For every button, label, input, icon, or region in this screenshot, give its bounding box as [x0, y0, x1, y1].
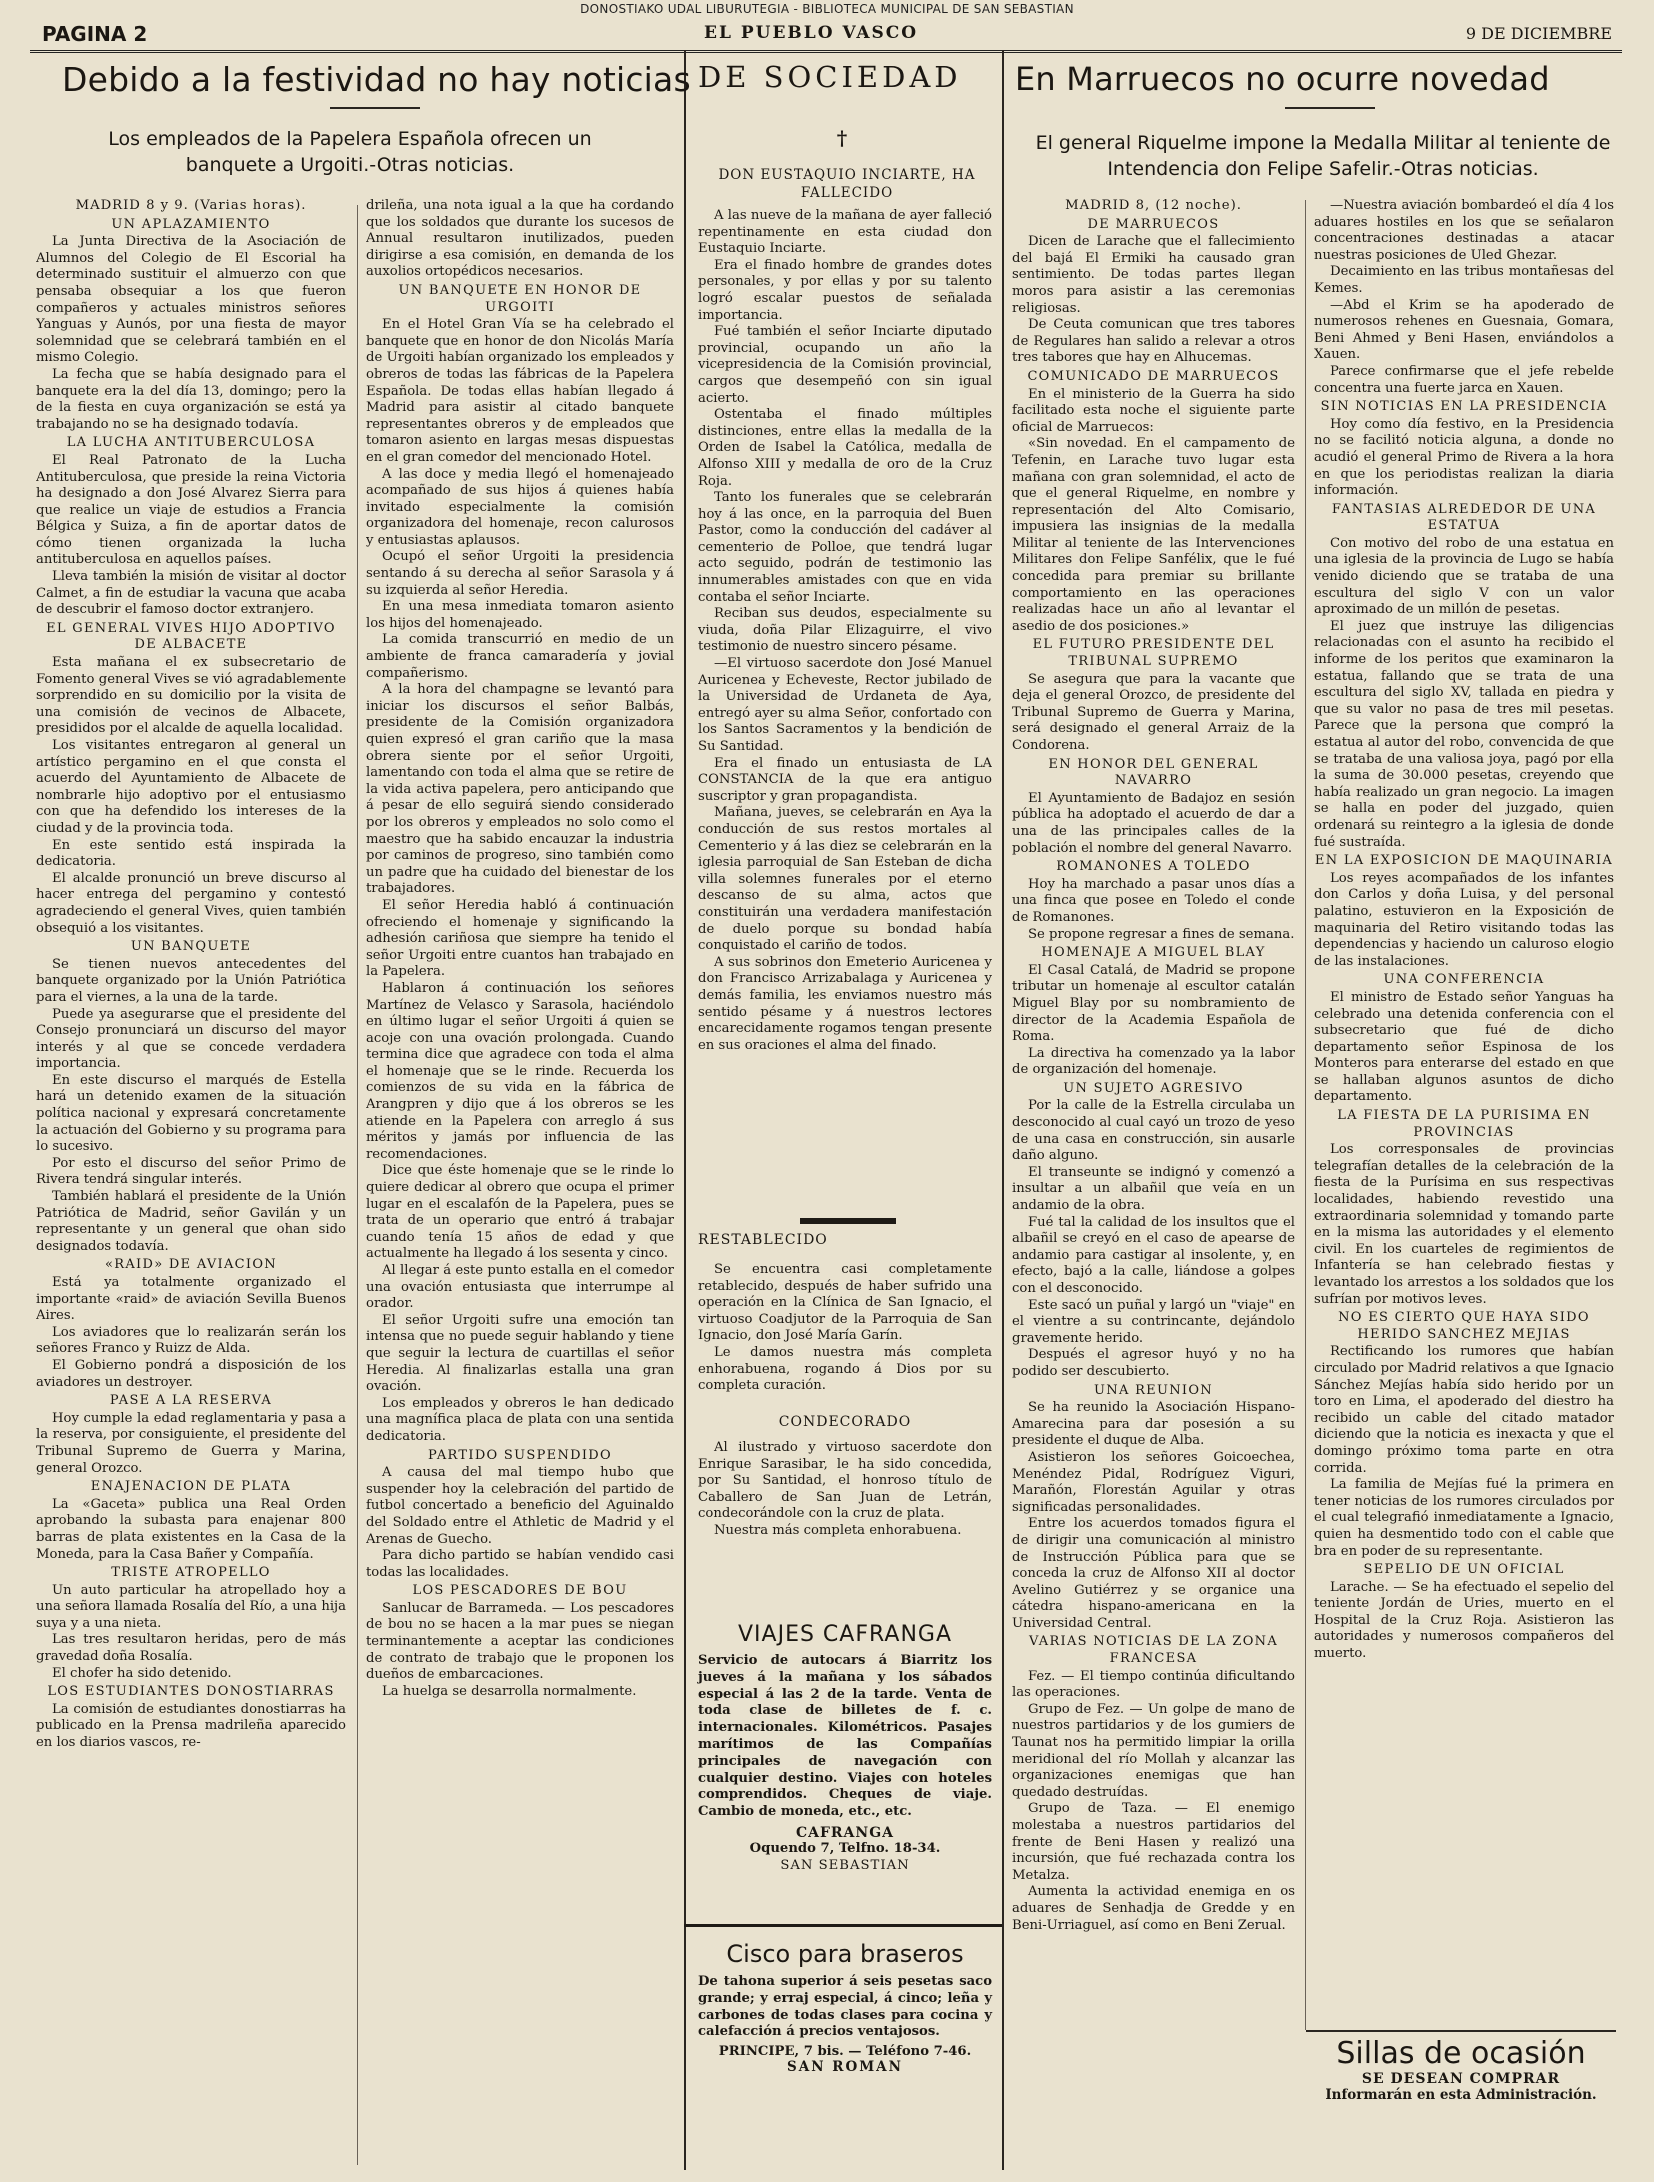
paragraph: Se ha reunido la Asociación Hispano-Amarecina para dar posesión a su presidente el duque de Alba. — [1012, 1400, 1295, 1449]
subheading: VARIAS NOTICIAS DE LA ZONA FRANCESA — [1028, 1634, 1279, 1667]
subheading: «RAID» DE AVIACION — [105, 1257, 277, 1273]
paragraph: La comisión de estudiantes donostiarras ha publicado en la Prensa madrileña aparecido en los diarios vascos, re- — [36, 1701, 346, 1751]
subheading: SIN NOTICIAS EN LA PRESIDENCIA — [1320, 399, 1608, 415]
left-headline: Debido a la festividad no hay noticias — [62, 60, 691, 99]
paragraph: Tanto los funerales que se celebrarán hoy á las once, en la parroquia del Buen Pastor, como la conducción del cadáver al cementerio de Polloe, que tendrá lugar acto seguido, podrán de testimonio las innumerables amistades con que en vida contaba el señor Inciarte. — [698, 490, 992, 605]
paragraph: Está ya totalmente organizado el importante «raid» de aviación Sevilla Buenos Aires. — [36, 1275, 346, 1324]
paragraph: Al ilustrado y virtuoso sacerdote don Enrique Sarasibar, le ha sido concedida, por Su Santidad, el honroso título de Caballero de San Juan de Letrán, condecorándole con la cruz de plata. — [698, 1440, 992, 1522]
subheading: LOS PESCADORES DE BOU — [412, 1583, 628, 1599]
subheading: COMUNICADO DE MARRUECOS — [1027, 368, 1280, 384]
subheading: UN APLAZAMIENTO — [111, 216, 271, 232]
paragraph: Dice que éste homenaje que se le rinde lo quiere dedicar al obrero que ocupa el primer lugar en el escalafón de la Papelera, pues se trata de un operario que entró á trabajar cuando tenía 15 años de edad y que actualmente ha llegado á los sesenta y cinco. — [366, 1163, 674, 1262]
paragraph: Era el finado hombre de grandes dotes personales, y por ellas y por su talento logró escalar puestos de señalada importancia. — [698, 257, 992, 323]
right-column-2 — [1314, 198, 1614, 2028]
paragraph: A las nueve de la mañana de ayer falleció repentinamente en esta ciudad don Eustaquio Inciarte. — [698, 208, 992, 257]
paragraph: Por la calle de la Estrella circulaba un desconocido al cual cayó un trozo de yeso de una casa en construcción, sin ausarle daño alguno. — [1012, 1098, 1295, 1164]
paragraph: Entre los acuerdos tomados figura el de dirigir una comunicación al ministro de Instrucción Pública para que se conceda la cruz de Alfonso XII al doctor Avelino Gutiérrez y se organice una cátedra hispano-americana en la Universidad Central. — [1012, 1516, 1295, 1631]
section-divider-right — [1002, 50, 1004, 2170]
paragraph: —Abd el Krim se ha apoderado de numerosos rehenes en Guesnaia, Gomara, Beni Ahmed y Beni Hasen, enviándolos a Xauen. — [1314, 297, 1614, 363]
paragraph: Se tienen nuevos antecedentes del banquete organizado por la Unión Patriótica para el viernes, a la una de la tarde. — [36, 956, 346, 1005]
ad-sillas-line2: Informarán en esta Administración. — [1325, 2087, 1597, 2103]
paragraph: Ostentaba el finado múltiples distinciones, entre ellas la medalla de la Orden de Isabel la Católica, medalla de Alfonso XIII y medalla de oro de la Cruz Roja. — [698, 407, 992, 489]
paragraph: Al llegar á este punto estalla en el comedor una ovación entusiasta que interrumpe al orador. — [366, 1263, 674, 1312]
paragraph: La comida transcurrió en medio de un ambiente de franca camaradería y jovial compañerismo. — [366, 632, 674, 681]
ad-viajes-title: VIAJES CAFRANGA — [738, 1622, 952, 1647]
ad-sillas-ocasion — [1306, 2030, 1616, 2103]
ad-separator — [684, 1924, 1002, 1927]
subheading: DE MARRUECOS — [1087, 216, 1220, 232]
subheading: EN LA EXPOSICION DE MAQUINARIA — [1314, 853, 1614, 869]
paragraph: En una mesa inmediata tomaron asiento los hijos del homenajeado. — [366, 599, 674, 631]
paragraph: El transeunte se indignó y comenzó a insultar a un albañil que veía en un andamio de la obra. — [1012, 1164, 1295, 1214]
subheading: EL GENERAL VIVES HIJO ADOPTIVO DE ALBACETE — [46, 620, 336, 653]
paragraph: A las doce y media llegó el homenajeado acompañado de sus hijos á quienes había invitado especialmente la comisión organizadora del homenaje, recon calurosos y entusiastas aplausos. — [366, 466, 674, 548]
paragraph: Grupo de Taza. — El enemigo molestaba a nuestros partidarios del frente de Beni Hasen y realizó una incursión, que fué rechazada contra los Metalza. — [1012, 1801, 1295, 1883]
subheading: NO ES CIERTO QUE HAYA SIDO HERIDO SANCHEZ MEJIAS — [1338, 1310, 1590, 1342]
ad-cisco-braseros — [698, 1940, 992, 2075]
condecorado-title: CONDECORADO — [778, 1414, 912, 1430]
paragraph: Los reyes acompañados de los infantes don Carlos y doña Luisa, y del personal palatino, estuvieron en la Exposición de maquinaria del Retiro visitando todas las dependencias y haciendo un caluroso elogio de las instalaciones. — [1314, 870, 1614, 969]
paragraph: Las tres resultaron heridas, pero de más gravedad doña Rosalía. — [36, 1632, 346, 1665]
paragraph: Después el agresor huyó y no ha podido ser descubierto. — [1012, 1347, 1295, 1379]
paragraph: La familia de Mejías fué la primera en tener noticias de los rumores circulados por el cual telegrafió inmediatamente a Ignacio, quien ha desmentido todo con el cable que bra en poder de su representante. — [1314, 1477, 1614, 1559]
subheading: PARTIDO SUSPENDIDO — [428, 1447, 612, 1463]
subheading: TRISTE ATROPELLO — [111, 1565, 271, 1581]
subheading: UN BANQUETE EN HONOR DE URGOITI — [398, 282, 642, 315]
subheading: ROMANONES A TOLEDO — [1056, 859, 1251, 875]
paragraph: La «Gaceta» publica una Real Orden aprobando la subasta para enajenar 800 barras de plata existentes en la Casa de la Moneda, para la Casa Bañer y Compañía. — [36, 1496, 346, 1562]
right-headline: En Marruecos no ocurre novedad — [1015, 60, 1550, 98]
paragraph: El Real Patronato de la Lucha Antituberculosa, que preside la reina Victoria ha designado a don José Alvarez Sierra para que realice un viaje de estudios a Francia Bélgica y Suiza, a fin de aportar datos de cómo tienen organizada la lucha antituberculosa en aquellos países. — [36, 452, 346, 568]
paragraph: Hoy ha marchado a pasar unos días a una finca que posee en Toledo el conde de Romanones. — [1012, 876, 1295, 925]
paragraph: Se encuentra casi completamente retablecido, después de haber sufrido una operación en la Clínica de San Ignacio, el virtuoso Coadjutor de la Parroquia de San Ignacio, don José María Garín. — [698, 1262, 992, 1344]
paragraph: El Gobierno pondrá a disposición de los aviadores un destroyer. — [36, 1357, 346, 1390]
paragraph: Puede ya asegurarse que el presidente del Consejo pronunciará un discurso del mayor interés y al que se concede verdadera importancia. — [36, 1006, 346, 1072]
paragraph: La huelga se desarrolla normalmente. — [382, 1683, 637, 1699]
subheading: PASE A LA RESERVA — [109, 1393, 273, 1409]
subheading: EL FUTURO PRESIDENTE DEL TRIBUNAL SUPREMO — [1032, 637, 1275, 670]
subheading: LA FIESTA DE LA PURISIMA EN PROVINCIAS — [1337, 1108, 1591, 1140]
paragraph: La fecha que se había designado para el banquete era la del día 13, domingo; pero la de la fiesta en cuya organización se está ya trabajando no se ha designado todavía. — [36, 366, 346, 432]
paragraph: A la hora del champagne se levantó para iniciar los discursos el señor Balbás, presidente de la Comisión organizadora quien expresó el gran cariño que la masa obrera siente por el señor Urgoiti, lamentando con toda el alma que se retire de la vida activa papelera, pero anticipando que á pesar de ello seguirá siendo considerado por los obreros y empleados no solo como el maestro que ha sabido encauzar la industria por caminos de progreso, sino también como un padre que ha cuidado del bienestar de los trabajadores. — [366, 682, 674, 897]
restablecido-text — [698, 1262, 992, 1408]
page-number: PAGINA 2 — [42, 22, 148, 46]
subheading: UNA CONFERENCIA — [1383, 972, 1545, 988]
obituary-text — [698, 208, 992, 1218]
ad-viajes-firm: CAFRANGA — [795, 1824, 895, 1841]
subheading: LA LUCHA ANTITUBERCULOSA — [66, 435, 316, 451]
archive-header: DONOSTIAKO UDAL LIBURUTEGIA - BIBLIOTECA MUNICIPAL DE SAN SEBASTIAN — [580, 2, 1074, 16]
ad-cisco-address: PRINCIPE, 7 bis. — Teléfono 7-46. — [718, 2044, 972, 2060]
paragraph: En este sentido está inspirada la dedicatoria. — [36, 837, 346, 870]
paragraph: Nuestra más completa enhorabuena. — [714, 1522, 962, 1538]
paragraph: Lleva también la misión de visitar al doctor Calmet, a fin de estudiar la vacuna que acaba de descubrir el famoso doctor extranjero. — [36, 569, 346, 618]
ad-cisco-body: De tahona superior á seis pesetas saco grande; y erraj especial, á cinco; leña y carbones de todas clases para cocina y calefacción á precios ventajosos. — [698, 1974, 992, 2040]
paragraph: A causa del mal tiempo hubo que suspender hoy la celebración del partido de futbol concertado a beneficio del Aguinaldo del Soldado entre el Athletic de Madrid y el Arenas de Guecho. — [366, 1465, 674, 1547]
headline-ornament — [330, 104, 420, 112]
subheading: UN SUJETO AGRESIVO — [1063, 1080, 1244, 1096]
paragraph: Fué también el señor Inciarte diputado provincial, ocupando un año la vicepresidencia de la Comisión provincial, cargos que desempeñó con sin igual acierto. — [698, 324, 992, 406]
obituary-title: DON EUSTAQUIO INCIARTE, HA FALLECIDO — [718, 167, 976, 201]
paragraph: Este sacó un puñal y largó un "viaje" en el vientre a su contrincante, dejándolo gravemente herido. — [1012, 1297, 1295, 1346]
cross-icon: † — [836, 126, 848, 150]
paragraph: El señor Urgoiti sufre una emoción tan intensa que no puede seguir hablando y tiene que seguir la lectura de cuartillas el señor Heredia. Al finalizarlas estalla una gran ovación. — [366, 1312, 674, 1395]
right-column-1 — [1012, 198, 1295, 2170]
subheading: EN HONOR DEL GENERAL NAVARRO — [1048, 756, 1259, 789]
paragraph: En el ministerio de la Guerra ha sido facilitado esta noche el siguiente parte oficial de Marruecos: — [1012, 386, 1295, 435]
ad-cisco-name: SAN ROMAN — [786, 2059, 903, 2076]
left-column-1 — [36, 198, 346, 2160]
paragraph: Dicen de Larache que el fallecimiento del bajá El Ermiki ha causado gran sentimiento. De todas partes llegan moros para asistir a las ceremonias religiosas. — [1012, 234, 1295, 316]
paragraph: El alcalde pronunció un breve discurso al hacer entrega del pergamino y contestó agradeciendo el general Vives, quien también obsequió a los visitantes. — [36, 870, 346, 936]
column-rule-right — [1305, 200, 1306, 2030]
ad-cisco-title: Cisco para braseros — [726, 1940, 964, 1968]
paragraph: El Casal Catalá, de Madrid se propone tributar un homenaje al escultor catalán Miguel Blay por su nombramiento de director de la Academia Española de Roma. — [1012, 962, 1295, 1045]
ad-viajes-cafranga — [698, 1622, 992, 1873]
paragraph: El juez que instruye las diligencias relacionadas con el asunto ha recibido el informe de los peritos que examinaron la estatua, fallando que se trata de una escultura del siglo XV, tallada en piedra y que su valor no pasa de tres mil pesetas. Parece que la persona que compró la estatua al autor del robo, convencida de que se trataba de una valiosa joya, pagó por ella la suma de 30.000 pesetas, creyendo que había realizado un gran negocio. La imagen se halla en poder del juzgado, quien ordenará su reintegro a la iglesia de donde fué sustraída. — [1314, 618, 1614, 850]
paragraph: Hoy como día festivo, en la Presidencia no se facilitó noticia alguna, a donde no acudió el general Primo de Rivera a la hora en que los periodistas realizan la diaria información. — [1314, 416, 1614, 499]
column-rule-left — [357, 205, 358, 2165]
subheading: FANTASIAS ALREDEDOR DE UNA ESTATUA — [1331, 501, 1597, 534]
paragraph: Le damos nuestra más completa enhorabuena, rogando á Dios por su completa curación. — [698, 1344, 992, 1394]
paragraph: El chofer ha sido detenido. — [52, 1665, 232, 1681]
paragraph: En este discurso el marqués de Estella hará un detenido examen de la situación política nacional y expresará concretamente la actuación del Gobierno y su programa para lo sucesivo. — [36, 1072, 346, 1155]
paragraph: Decaimiento en las tribus montañesas del Kemes. — [1314, 264, 1614, 296]
masthead-rule — [30, 50, 1622, 53]
paragraph: «Sin novedad. En el campamento de Tefenin, en Larache tuvo lugar esta mañana con gran solemnidad, el acto de que el general Riquelme, en nombre y representación del Alto Comisario, impusiera las insignias de la medalla Militar al teniente de las Intervenciones Militares don Felipe Sanfélix, que le fué concedida para premiar su brillante comportamiento en las operaciones realizadas hace un año al levantar el asedio de dos posiciones.» — [1012, 436, 1295, 634]
paragraph: Los aviadores que lo realizarán serán los señores Franco y Ruizz de Alda. — [36, 1324, 346, 1357]
ad-viajes-body: Servicio de autocars á Biarritz los jueves á la mañana y los sábados especial á las 2 de la tarde. Venta de toda clase de billetes de f. c. internacionales. Kilométricos. Pasajes marítimos de las Compañías principales de navegación con cualquier destino. Viajes con hoteles comprendidos. Cheques de viaje. Cambio de moneda, etc., etc. — [698, 1653, 992, 1820]
paragraph: Hablaron á continuación los señores Martínez de Velasco y Sarasola, haciéndolo en último lugar el señor Urgoiti á quien se acoje con una ovación prolongada. Cuando termina dice que agradece con toda el alma el homenaje que se le rinde. Recuerda los comienzos de su vida en la fábrica de Arangpren y dijo que á los obreros se les atiende en la Papelera con arreglo á sus méritos y jamás por influencia de las recomendaciones. — [366, 980, 674, 1162]
paragraph: Larache. — Se ha efectuado el sepelio del teniente Jordán de Uries, muerto en el Hospital de la Cruz Roja. Asistieron las autoridades y numerosos compañeros del muerto. — [1314, 1579, 1614, 1662]
paragraph: Los empleados y obreros le han dedicado una magnífica placa de plata con una sentida dedicatoria. — [366, 1395, 674, 1444]
paragraph: De Ceuta comunican que tres tabores de Regulares han salido a relevar a otros tres tabores que hay en Alhucemas. — [1012, 317, 1295, 366]
paragraph: —Nuestra aviación bombardeó el día 4 los aduares hostiles en los que se señalaron concentraciones destinadas a atacar nuestras posiciones de Uled Ghezar. — [1314, 198, 1614, 263]
paragraph: Reciban sus deudos, especialmente su viuda, doña Pilar Elizaguirre, el vivo testimonio de nuestro sincero pésame. — [698, 606, 992, 655]
paragraph: Fué tal la calidad de los insultos que el albañil se creyó en el caso de apearse de andamio para castigar al insolente, y, en efecto, bajó a la calle, liándose a golpes con el desconocido. — [1012, 1214, 1295, 1296]
separator-bar — [800, 1218, 896, 1224]
paragraph: drileña, una nota igual a la que ha cordando que los soldados que durante los sucesos de Annual resultaron inutilizados, pueden dirigirse a esa comisión, en demanda de los auxolios ortopédicos necesarios. — [366, 198, 674, 280]
paragraph: Era el finado un entusiasta de LA CONSTANCIA de la que era antiguo suscriptor y gran propagandista. — [698, 755, 992, 804]
subheading: SEPELIO DE UN OFICIAL — [1363, 1562, 1565, 1578]
right-deck: El general Riquelme impone la Medalla Militar al teniente de Intendencia don Felipe Safelir.-Otras noticias. — [1035, 132, 1611, 180]
paragraph: El Ayuntamiento de Badajoz en sesión pública ha adoptado el acuerdo de dar a una de las principales calles de la población el nombre del general Navarro. — [1012, 790, 1295, 856]
paragraph: Rectificando los rumores que habían circulado por Madrid relativos a que Ignacio Sánchez Mejías había sido herido por un toro en Lima, el apoderado del diestro ha recibido un cable del citado matador diciendo que la noticia es inexacta y que el domingo próximo toma parte en otra corrida. — [1314, 1344, 1614, 1476]
subheading: HOMENAJE A MIGUEL BLAY — [1041, 945, 1266, 961]
paragraph: En el Hotel Gran Vía se ha celebrado el banquete que en honor de don Nicolás María de Urgoiti habían organizado los empleados y obreros de todas las fábricas de la Papelera Española. De todas ellas habían llegado á Madrid para asistir al citado banquete representantes obreros y de empleados que tomaron asiento en largas mesas dispuestas en el gran comedor del mencionado Hotel. — [366, 317, 674, 465]
section-divider-left — [684, 50, 686, 2170]
paragraph: El señor Heredia habló á continuación ofreciendo el homenaje y significando la adhesión cariñosa que siempre ha tenido el señor Urgoiti entre cuantos han trabajado en la Papelera. — [366, 897, 674, 980]
paragraph: Ocupó el señor Urgoiti la presidencia sentando á su derecha al señor Sarasola y á su izquierda al señor Heredia. — [366, 549, 674, 598]
paragraph: La Junta Directiva de la Asociación de Alumnos del Colegio de El Escorial ha determinado sustituir el almuerzo con que pensaba obsequiar a los que fueron compañeros y actuales ministros señores Yanguas y Aunós, por una fiesta de mayor solemnidad que se celebrará también en el mismo Colegio. — [36, 234, 346, 366]
paragraph: Se propone regresar a fines de semana. — [1028, 926, 1295, 942]
subheading: UN BANQUETE — [130, 939, 252, 955]
paragraph: —El virtuoso sacerdote don José Manuel Auricenea y Echeveste, Rector jubilado de la Universidad de Urdaneta de Aya, entregó ayer su alma Señor, confortado con los Santos Sacramentos y la bendición de Su Santidad. — [698, 656, 992, 754]
subheading: ENAJENACION DE PLATA — [90, 1479, 292, 1495]
paragraph: A sus sobrinos don Emeterio Auricenea y don Francisco Arrizabalaga y Auricenea y demás familia, les enviamos nuestro más sentido pésame y á nuestros lectores encarecidamente rogamos tengan presente en sus oraciones el alma del finado. — [698, 954, 992, 1053]
dateline: MADRID 8 y 9. (Varias horas). — [75, 198, 307, 213]
paragraph: Grupo de Fez. — Un golpe de mano de nuestros partidarios y de los gumiers de Taunat nos ha permitido limpiar la orilla meridional del río Mollah y alcanzar las organizaciones enemigas que han quedado destruídas. — [1012, 1701, 1295, 1800]
masthead — [24, 20, 1624, 48]
dateline: MADRID 8, (12 noche). — [1065, 198, 1242, 213]
paragraph: Los corresponsales de provincias telegrafían detalles de la celebración de la fiesta de la Purísima en sus respectivas localidades, habiendo revestido una extraordinaria solemnidad y tomando parte en la misma las autoridades y el elemento civil. En los cuarteles de regimientos de Infantería se han celebrado fiestas y levantado los arrestos a los soldados que los sufrían por motivos leves. — [1314, 1142, 1614, 1307]
issue-date: 9 DE DICIEMBRE — [1465, 24, 1612, 43]
paragraph: También hablará el presidente de la Unión Patriótica de Madrid, señor Gavilán y un representante y un general que ohan sido designados todavía. — [36, 1189, 346, 1254]
ad-sillas-line1: SE DESEAN COMPRAR — [1361, 2071, 1561, 2087]
ad-viajes-address: Oquendo 7, Telfno. 18-34. — [749, 1840, 941, 1856]
ad-viajes-city: SAN SEBASTIAN — [780, 1857, 910, 1873]
paragraph: Hoy cumple la edad reglamentaria y pasa a la reserva, por consiguiente, el presidente del Tribunal Supremo de Guerra y Marina, general Orozco. — [36, 1410, 346, 1476]
paragraph: La directiva ha comenzado ya la labor de organización del homenaje. — [1012, 1045, 1295, 1078]
ad-sillas-title: Sillas de ocasión — [1336, 2036, 1586, 2071]
paragraph: Asistieron los señores Goicoechea, Menéndez Pidal, Rodríguez Viguri, Marañón, Florestán Aguilar y otras significadas personalidades. — [1012, 1449, 1295, 1515]
paragraph: Mañana, jueves, se celebrarán en Aya la conducción de sus restos mortales al Cementerio y á las diez se celebrarán en la iglesia parroquial de San Esteban de dicha villa solemnes funerales por el eterno descanso de su alma, actos que constituirán una verdadera manifestación de duelo porque su bondad había conquistado el cariño de todos. — [698, 805, 992, 954]
condecorado-text — [698, 1440, 992, 1630]
paragraph: Los visitantes entregaron al general un artístico pergamino en el que consta el acuerdo del Ayuntamiento de Albacete de nombrarle hijo adoptivo por el entusiasmo con que ha defendido los intereses de la ciudad y de la provincia toda. — [36, 738, 346, 836]
paragraph: Con motivo del robo de una estatua en una iglesia de la provincia de Lugo se había venido diciendo que se trataba de una escultura del siglo V con un valor aproximado de un millón de pesetas. — [1314, 535, 1614, 618]
newspaper-name: EL PUEBLO VASCO — [704, 23, 919, 43]
paragraph: Esta mañana el ex subsecretario de Fomento general Vives se vió agradablemente sorprendido en su domicilio por la visita de una comisión de vecinos de Albacete, presididos por el alcalde de aquella localidad. — [36, 655, 346, 737]
paragraph: Sanlucar de Barrameda. — Los pescadores de bou no se hacen a la mar pues se niegan terminantemente a aceptar las condiciones de contrato de trabajo que le proponen los dueños de embarcaciones. — [366, 1600, 674, 1683]
paragraph: Aumenta la actividad enemiga en os aduares de Senhadja de Gredde y en Beni-Urriaguel, así como en Beni Zerual. — [1012, 1884, 1295, 1933]
left-deck: Los empleados de la Papelera Española ofrecen un banquete a Urgoiti.-Otras noticias. — [108, 128, 592, 176]
headline-ornament-right — [1285, 104, 1375, 112]
paragraph: Se asegura que para la vacante que deja el general Orozco, de presidente del Tribunal Supremo de Guerra y Marina, será designado el general Arraiz de la Condorena. — [1012, 671, 1295, 753]
paragraph: Por esto el discurso del señor Primo de Rivera tendrá singular interés. — [36, 1155, 346, 1188]
paragraph: Para dicho partido se habían vendido casi todas las localidades. — [366, 1548, 674, 1580]
paragraph: El ministro de Estado señor Yanguas ha celebrado una detenida conferencia con el subsecretario que fué de dicho departamento señor Espinosa de los Monteros para enterarse del estado en que se hallaban algunos asuntos de dicho departamento. — [1314, 989, 1614, 1105]
subheading: UNA REUNION — [1094, 1382, 1213, 1398]
paragraph: Parece confirmarse que el jefe rebelde concentra una fuerte jarca en Xauen. — [1314, 363, 1614, 396]
society-headline: DE SOCIEDAD — [698, 60, 962, 94]
paragraph: Un auto particular ha atropellado hoy a una señora llamada Rosalía del Río, a una hija suya y a una nieta. — [36, 1582, 346, 1631]
subheading: LOS ESTUDIANTES DONOSTIARRAS — [47, 1684, 335, 1700]
restablecido-title: RESTABLECIDO — [698, 1232, 828, 1248]
left-column-2 — [366, 198, 674, 2160]
paragraph: Fez. — El tiempo continúa dificultando las operaciones. — [1012, 1668, 1295, 1701]
